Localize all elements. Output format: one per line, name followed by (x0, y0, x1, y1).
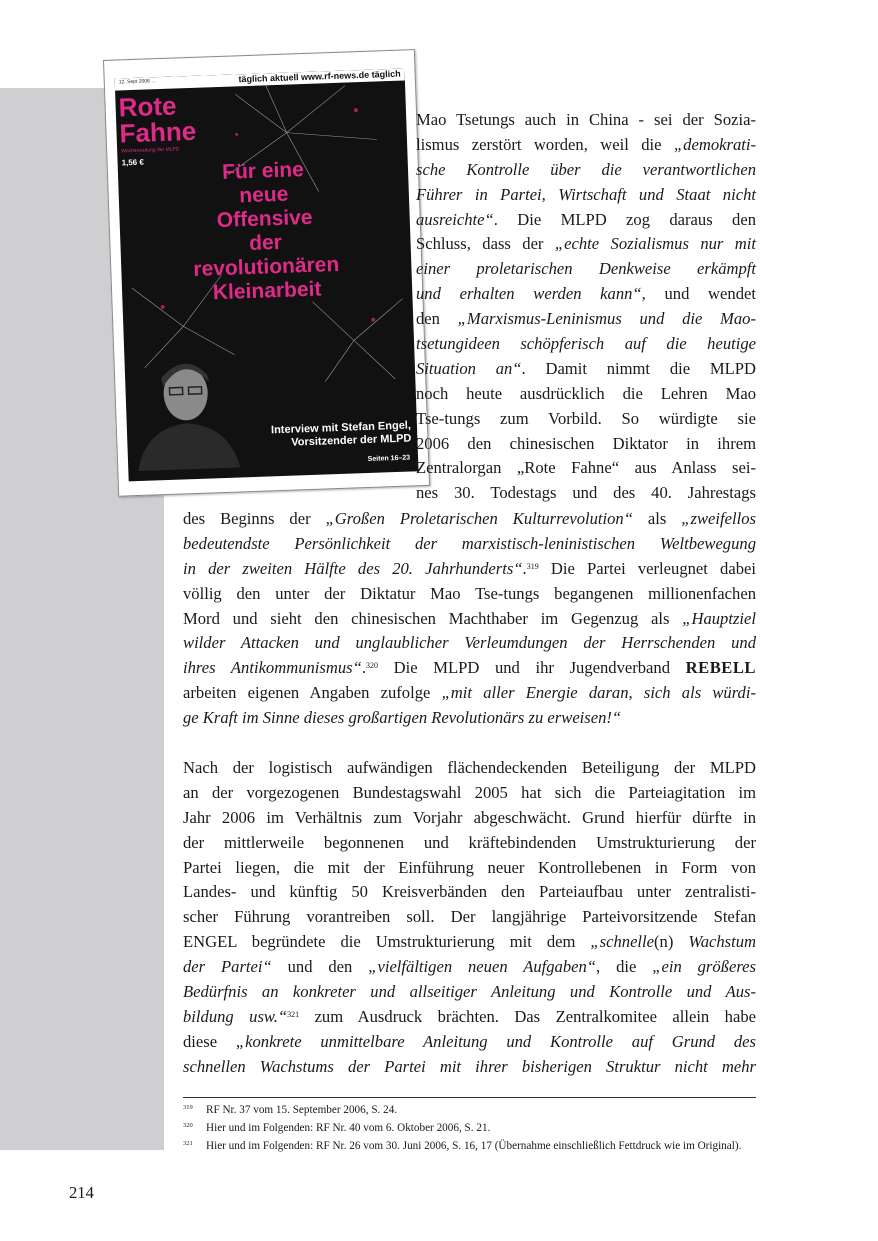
text-line (416, 257, 756, 282)
text-run: Die Partei verleugnet dabei (538, 558, 756, 578)
text-run: (n) (654, 932, 689, 952)
text-line (416, 407, 756, 432)
paragraph-restructuring (183, 756, 756, 1080)
text-run: lismus zerstört worden, weil die (416, 134, 674, 154)
text-line (183, 1055, 756, 1080)
text-run: . Damit nimmt die MLPD (521, 358, 756, 378)
footnote-321: 321 Hier und im Folgenden: RF Nr. 26 vom 30. Juni 2006, S. 16, 17 (Übernahme einschließlich Fettdruck wie im Original). (183, 1140, 742, 1152)
text-line (183, 756, 756, 781)
text-run: ausreichte“ (416, 209, 494, 229)
text-run: . (522, 558, 527, 578)
text-line (416, 357, 756, 382)
footnote-319: 319 RF Nr. 37 vom 15. September 2006, S. 24. (183, 1104, 398, 1116)
text-line (416, 382, 756, 407)
text-run: „ein größeres (652, 957, 756, 977)
newspaper-masthead: Rote Fahne (118, 90, 197, 149)
text-line (416, 232, 756, 257)
text-line (416, 108, 756, 133)
text-run: Die MLPD und ihr Jugendverband (377, 658, 686, 678)
text-line (416, 456, 756, 481)
newspaper-interview-caption: Interview mit Stefan Engel, Vorsitzender der MLPD (270, 419, 412, 449)
text-line (183, 880, 756, 905)
text-run: völlig den unter der Diktatur Mao Tse-tungs begangenen millionenfachen (183, 583, 756, 603)
text-run: , und wendet (641, 284, 756, 304)
text-run: 319 (526, 561, 539, 571)
text-line (416, 183, 756, 208)
text-run: zum Ausdruck brächten. Das Zentralkomitee allein habe (299, 1006, 756, 1026)
newspaper-pages: Seiten 16–23 (367, 454, 411, 464)
text-run: „vielfältigen neuen Aufgaben“ (368, 957, 597, 977)
text-line (183, 781, 756, 806)
page-number: 214 (69, 1183, 94, 1202)
text-run: an der vorgezogenen Bundestagswahl 2005 hat sich die Parteiagitation im (183, 782, 756, 802)
footnote-320: 320 Hier und im Folgenden: RF Nr. 40 vom 6. Oktober 2006, S. 21. (183, 1122, 491, 1134)
text-run: scher Führung vorantreiben soll. Der langjährige Parteivorsitzende Stefan (183, 907, 756, 927)
text-line (183, 507, 756, 532)
text-run: Führer in Partei, Wirtschaft und Staat nicht (416, 184, 756, 204)
text-run: „echte Sozialismus nur mit (554, 234, 757, 254)
text-run: schnellen Wachstums der Partei mit ihrer bisherigen Struktur nicht mehr (183, 1056, 756, 1076)
text-run: nes 30. Todestags und des 40. Jahrestags (416, 483, 756, 503)
text-line (183, 806, 756, 831)
text-run: wilder Attacken und unglaublicher Verleumdungen der Herrschenden und (183, 633, 756, 653)
text-run: „demokrati- (673, 134, 756, 154)
text-run: des Beginns der (183, 509, 326, 528)
text-line (416, 158, 756, 183)
text-line (416, 432, 756, 457)
text-run: Jahr 2006 im Verhältnis zum Vorjahr abgeschwächt. Grund hierfür dürfte in (183, 807, 756, 827)
text-run: Mao Tsetungs auch in China - sei der Sozia- (416, 110, 756, 129)
text-run: diese (183, 1031, 236, 1051)
text-line (183, 930, 756, 955)
text-line (183, 905, 756, 930)
text-run: einer proletarischen Denkweise erkämpft (416, 259, 756, 279)
text-run: 321 (287, 1009, 300, 1019)
newspaper-date: 12. Sept 2006 ... (118, 78, 156, 86)
text-run: „schnelle (590, 932, 655, 952)
text-run: . Die MLPD zog daraus den (493, 209, 756, 229)
newspaper-front-page (115, 68, 419, 481)
text-run: sche Kontrolle über die verantwortlichen (416, 159, 756, 179)
text-run: „mit aller Energie daran, sich als würdi- (441, 683, 756, 703)
text-run: Situation an“ (416, 358, 522, 378)
text-run: „Hauptziel (682, 608, 756, 628)
text-run: Wachstum (688, 932, 756, 952)
text-run: bedeutendste Persönlichkeit der marxistisch-leninistischen Weltbewegung (183, 533, 756, 553)
text-line (183, 656, 756, 681)
text-run: tsetungideen schöpferisch auf die heutige (416, 334, 756, 354)
text-run: der mittlerweile begonnenen und kräftebindenden Umstrukturierung der (183, 832, 756, 852)
text-run: als (632, 509, 682, 528)
text-run: arbeiten eigenen Angaben zufolge (183, 683, 442, 703)
text-line (183, 706, 756, 731)
text-line (183, 582, 756, 607)
text-run: und erhalten werden kann“ (416, 284, 642, 304)
text-run: ge Kraft im Sinne dieses großartigen Revolutionärs zu erweisen!“ (183, 708, 622, 728)
text-line (183, 1005, 756, 1030)
text-line (183, 532, 756, 557)
text-run: den (416, 309, 458, 329)
text-line (183, 631, 756, 656)
text-run: REBELL (685, 658, 756, 678)
newspaper-price: 1,56 € (121, 157, 144, 168)
text-line (416, 481, 756, 506)
text-line (183, 681, 756, 706)
text-line (183, 557, 756, 582)
text-run: 320 (365, 661, 378, 671)
text-line (183, 955, 756, 980)
paragraph-mao-continuation (183, 507, 756, 731)
person-photo (132, 347, 246, 471)
text-line (183, 607, 756, 632)
text-line (183, 831, 756, 856)
text-line (416, 282, 756, 307)
text-run: ENGEL begründete die Umstrukturierung mit dem (183, 932, 591, 952)
text-line (416, 208, 756, 233)
text-run: Mord und sieht den chinesischen Machthaber im Gegenzug als (183, 608, 683, 628)
text-run: „Marxismus-Leninismus und die Mao- (457, 309, 756, 329)
newspaper-subtitle: Wochenzeitung der MLPD (121, 146, 180, 155)
text-run: noch heute ausdrücklich die Lehren Mao (416, 383, 756, 403)
text-line (183, 980, 756, 1005)
text-run: Zentralorgan „Rote Fahne“ aus Anlass sei- (416, 458, 756, 478)
newspaper-headline: Für eine neue Offensive der revolutionären Kleinarbeit (193, 158, 340, 305)
text-run: 2006 den chinesischen Diktator in ihrem (416, 433, 756, 453)
text-run: Nach der logistisch aufwändigen flächendeckenden Beteiligung der MLPD (183, 758, 756, 777)
text-line (416, 307, 756, 332)
text-run: Bedürfnis an konkreter und allseitiger Anleitung und Kontrolle und Aus- (183, 982, 756, 1002)
text-line (183, 1030, 756, 1055)
text-run: „zweifellos (681, 509, 756, 528)
text-run: „Großen Proletarischen Kulturrevolution“ (325, 509, 633, 528)
text-run: ihres Antikommunismus“ (183, 658, 362, 678)
text-line (416, 133, 756, 158)
text-line (183, 856, 756, 881)
wrapped-text-block (416, 108, 756, 506)
text-run: in der zweiten Hälfte des 20. Jahrhunderts“ (183, 558, 523, 578)
text-run: Partei liegen, die mit der Einführung neuer Kontrollebenen in Form von (183, 857, 756, 877)
text-run: Schluss, dass der (416, 234, 555, 254)
text-line (416, 332, 756, 357)
footnote-separator (183, 1097, 756, 1098)
text-run: bildung usw.“ (183, 1006, 288, 1026)
text-run: Tse-tungs zum Vorbild. So würdigte sie (416, 408, 756, 428)
newspaper-cover-image (103, 49, 430, 497)
text-run: der Partei“ (183, 957, 272, 977)
text-run: , die (596, 957, 653, 977)
newspaper-website: täglich aktuell www.rf-news.de täglich (238, 68, 401, 85)
text-run: . (361, 658, 366, 678)
text-run: Landes- und künftig 50 Kreisverbänden den Parteiaufbau unter zentralisti- (183, 882, 756, 902)
text-run: „konkrete unmittelbare Anleitung und Kontrolle auf Grund des (235, 1031, 756, 1051)
text-run: und den (271, 957, 369, 977)
